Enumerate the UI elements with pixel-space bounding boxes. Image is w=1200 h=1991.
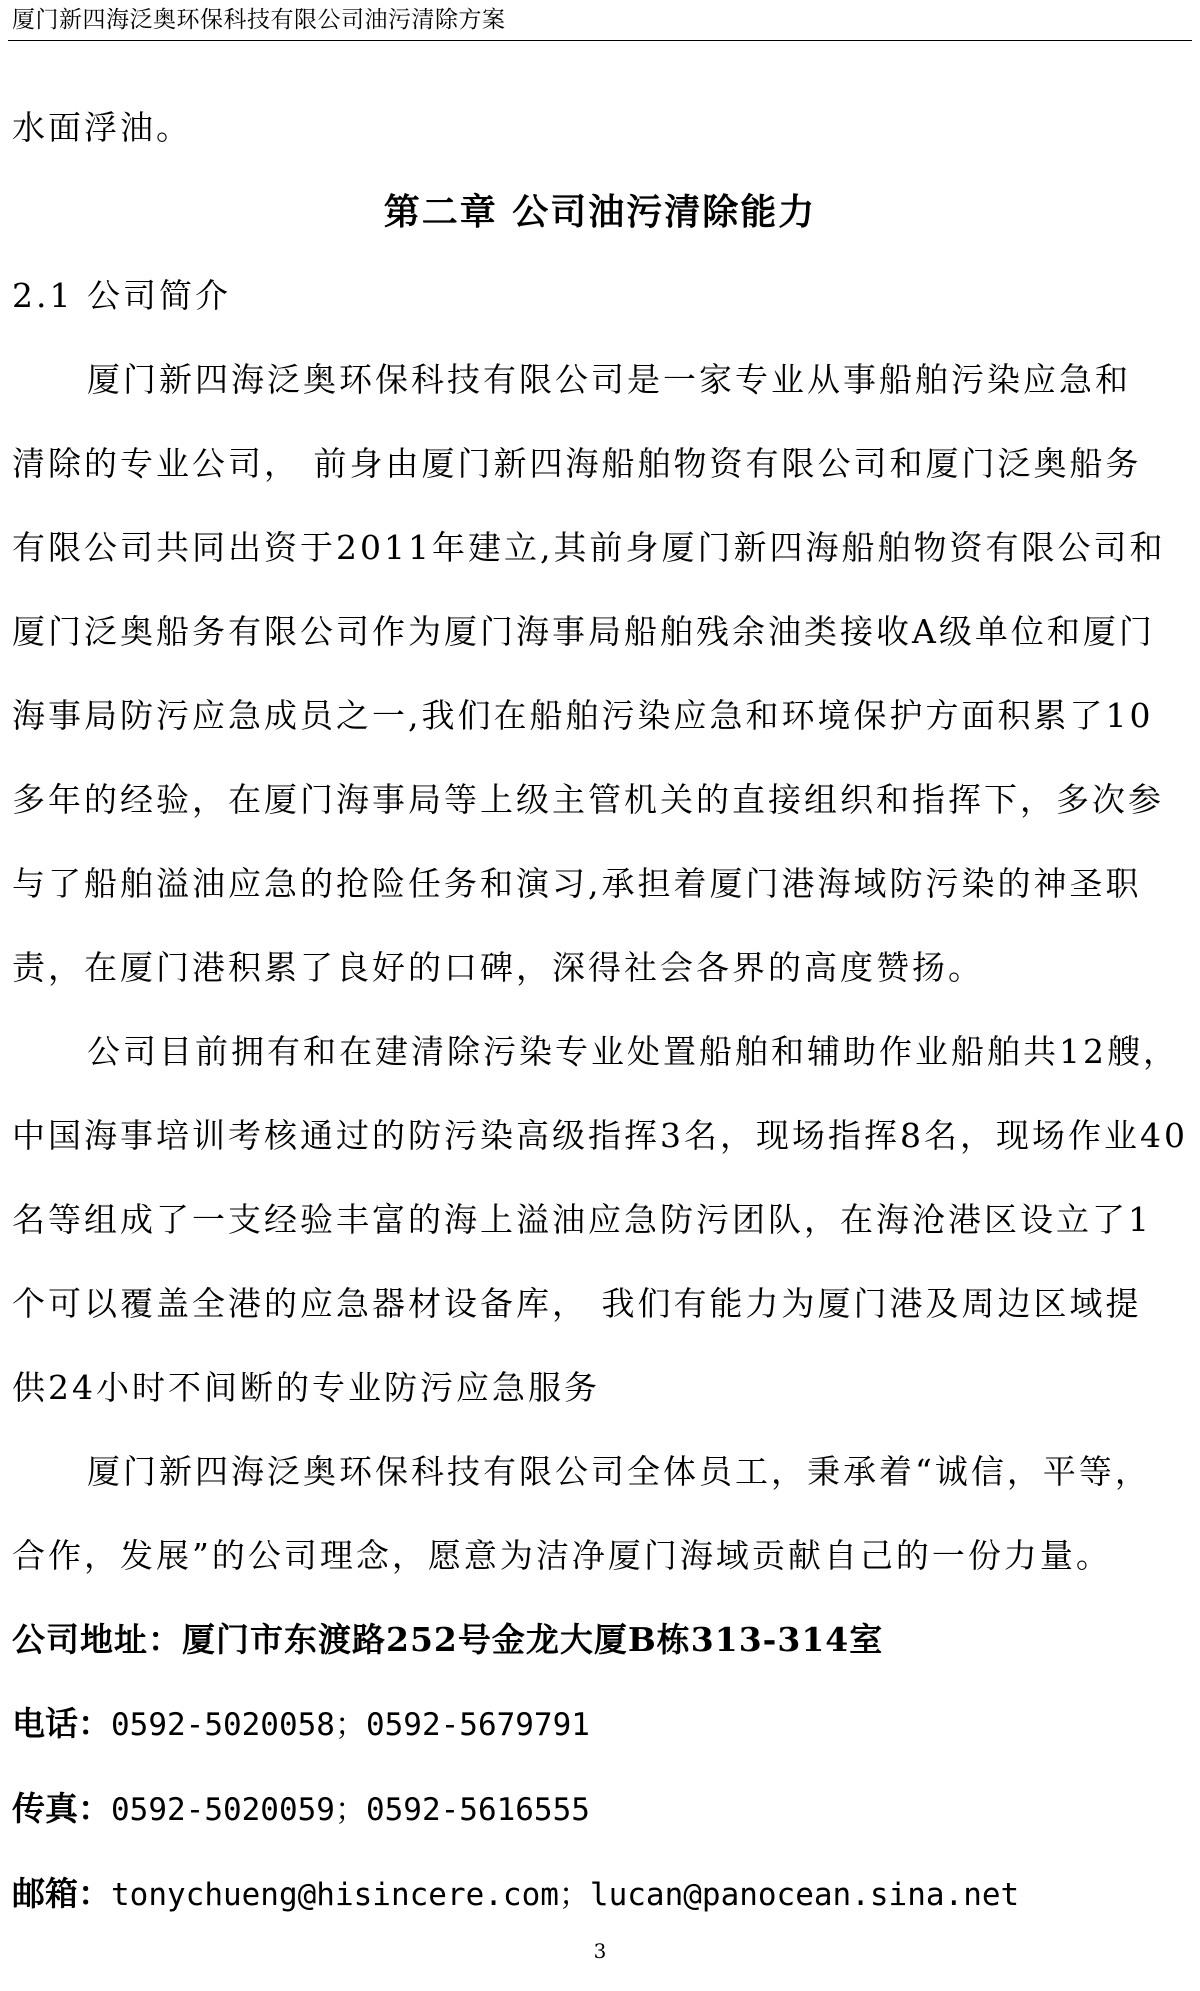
header-divider (8, 40, 1192, 41)
address-value: 厦门市东渡路252号金龙大厦B栋313-314室 (182, 1620, 884, 1659)
paragraph-line: 厦门新四海泛奥环保科技有限公司全体员工，秉承着“诚信，平等， (87, 1452, 1151, 1491)
fax-line (12, 1767, 1188, 1852)
paragraph-line: 海事局防污应急成员之一,我们在船舶污染应急和环境保护方面积累了10 (12, 696, 1154, 735)
running-header: 厦门新四海泛奥环保科技有限公司油污清除方案 (12, 7, 506, 33)
paragraph-line: 供24小时不间断的专业防污应急服务 (12, 1368, 600, 1407)
page-content (12, 86, 1188, 1937)
phone-label: 电话： (12, 1704, 111, 1743)
page-number: 3 (593, 1939, 607, 1963)
chapter-title: 第二章 公司油污清除能力 (383, 191, 817, 233)
email-label: 邮箱： (12, 1874, 111, 1913)
paragraph-line: 个可以覆盖全港的应急器材设备库， 我们有能力为厦门港及周边区域提 (12, 1284, 1142, 1323)
email-value: tonychueng@hisincere.com；lucan@panocean.sina.net (111, 1877, 1020, 1913)
paragraph-resources (12, 1010, 1188, 1430)
fax-value: 0592-5020059；0592-5616555 (111, 1792, 590, 1828)
fax-label: 传真： (12, 1789, 111, 1828)
paragraph-line: 公司目前拥有和在建清除污染专业处置船舶和辅助作业船舶共12艘， (87, 1032, 1179, 1071)
section-heading: 2.1 公司简介 (12, 276, 231, 315)
paragraph-line: 厦门新四海泛奥环保科技有限公司是一家专业从事船舶污染应急和 (87, 360, 1131, 399)
carryover-line: 水面浮油。 (12, 108, 192, 147)
email-line (12, 1852, 1188, 1937)
phone-line (12, 1682, 1188, 1767)
company-address (12, 1598, 1188, 1682)
paragraph-company-intro (12, 338, 1188, 1010)
paragraph-line: 厦门泛奥船务有限公司作为厦门海事局船舶残余油类接收A级单位和厦门 (12, 612, 1155, 651)
paragraph-line: 有限公司共同出资于2011年建立,其前身厦门新四海船舶物资有限公司和 (12, 528, 1166, 567)
paragraph-line: 名等组成了一支经验丰富的海上溢油应急防污团队，在海沧港区设立了1 (12, 1200, 1152, 1239)
phone-value: 0592-5020058；0592-5679791 (111, 1707, 590, 1743)
paragraph-line: 中国海事培训考核通过的防污染高级指挥3名，现场指挥8名，现场作业40 (12, 1116, 1188, 1155)
paragraph-line: 与了船舶溢油应急的抢险任务和演习,承担着厦门港海域防污染的神圣职 (12, 864, 1142, 903)
paragraph-line: 多年的经验，在厦门海事局等上级主管机关的直接组织和指挥下，多次参 (12, 780, 1164, 819)
paragraph-line: 清除的专业公司， 前身由厦门新四海船舶物资有限公司和厦门泛奥船务 (12, 444, 1142, 483)
paragraph-line: 合作，发展”的公司理念，愿意为洁净厦门海域贡献自己的一份力量。 (12, 1536, 1112, 1575)
address-label: 公司地址： (12, 1620, 182, 1659)
paragraph-philosophy (12, 1430, 1188, 1598)
paragraph-line: 责，在厦门港积累了良好的口碑，深得社会各界的高度赞扬。 (12, 948, 984, 987)
